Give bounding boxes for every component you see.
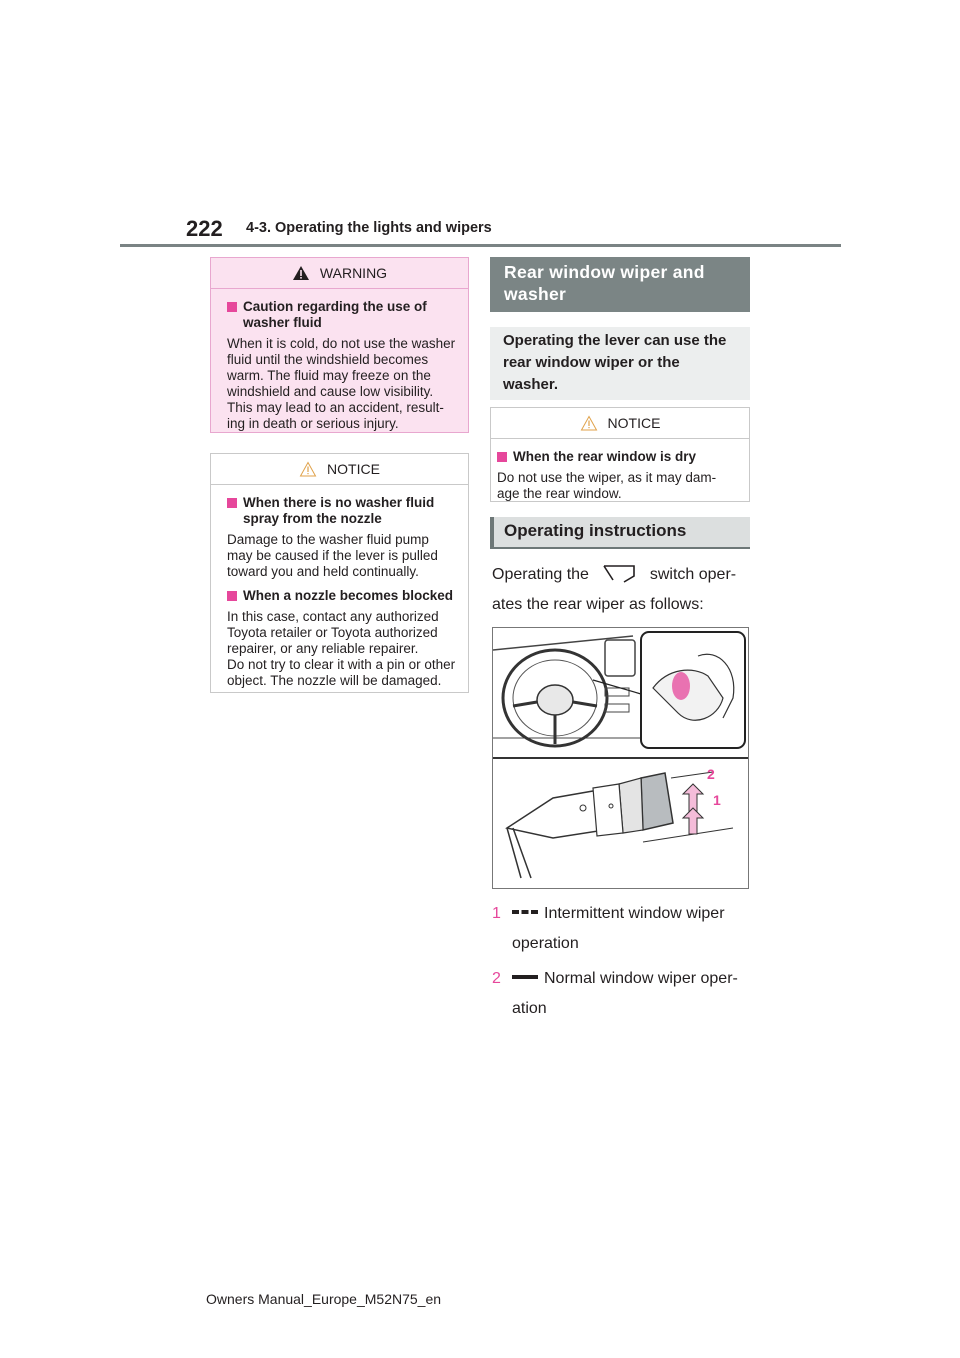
warning-header xyxy=(211,258,468,289)
notice-item-heading: When the rear window is dry xyxy=(497,449,737,465)
warning-title: WARNING xyxy=(319,265,388,281)
notice-item-text: In this case, contact any authorized Toyota retailer or Toyota authorized repairer, or any reliable repairer. xyxy=(227,609,439,656)
instructions-text: Operating the switch oper- ates the rear wiper as follows: xyxy=(492,560,752,620)
normal-bar-icon xyxy=(512,973,538,981)
bullet-square-icon xyxy=(227,302,237,312)
notice-header xyxy=(491,408,749,439)
notice-triangle-icon xyxy=(299,461,317,477)
notice-title: NOTICE xyxy=(607,415,661,431)
figure-label-2: 2 xyxy=(707,766,715,782)
notice-box-washer xyxy=(210,453,469,693)
lever-illustration xyxy=(492,627,749,889)
notice-item-text: Do not try to clear it with a pin or other object. The nozzle will be damaged. xyxy=(227,657,456,688)
bullet-square-icon xyxy=(497,452,507,462)
warning-box xyxy=(210,257,469,433)
warning-item-heading: Caution regarding the use of washer fluid xyxy=(227,299,456,331)
item-number: 1 xyxy=(492,905,501,922)
bullet-square-icon xyxy=(227,591,237,601)
section-heading-instructions: Operating instructions xyxy=(490,517,750,549)
notice-title: NOTICE xyxy=(327,461,380,477)
notice-box-rear-window xyxy=(490,407,750,502)
warning-item-text: When it is cold, do not use the washer fluid until the windshield becomes warm. The fluid may freeze on the windshield and cause low visibility. This may lead to an accident, result-ing in death or serious injury. xyxy=(227,336,456,431)
notice-header xyxy=(211,454,468,485)
lever-diagram xyxy=(493,628,748,888)
warning-triangle-icon xyxy=(292,265,310,281)
notice-item-text: Damage to the washer fluid pump may be caused if the lever is pulled toward you and held continually. xyxy=(227,532,438,579)
section-intro: Operating the lever can use the rear window wiper or the washer. xyxy=(490,327,750,400)
intermittent-dashes-icon xyxy=(512,908,538,916)
notice-item-heading: When there is no washer fluid spray from the nozzle xyxy=(227,495,456,527)
notice-triangle-icon xyxy=(580,415,598,431)
header-rule xyxy=(120,244,841,247)
notice-item-text: Do not use the wiper, as it may dam-age the rear window. xyxy=(497,470,717,501)
list-item: 1 Intermittent window wiper operation xyxy=(492,899,752,959)
figure-label-1: 1 xyxy=(713,792,721,808)
page-number: 222 xyxy=(186,216,223,241)
section-heading-rear-wiper: Rear window wiper and washer xyxy=(490,257,750,312)
item-number: 2 xyxy=(492,970,501,987)
footer-text: Owners Manual_Europe_M52N75_en xyxy=(206,1291,442,1307)
list-item: 2 Normal window wiper oper-ation xyxy=(492,964,752,1024)
rear-wiper-switch-icon xyxy=(601,562,637,584)
bullet-square-icon xyxy=(227,498,237,508)
notice-item-heading: When a nozzle becomes blocked xyxy=(227,588,456,604)
section-title: 4-3. Operating the lights and wipers xyxy=(246,220,492,236)
